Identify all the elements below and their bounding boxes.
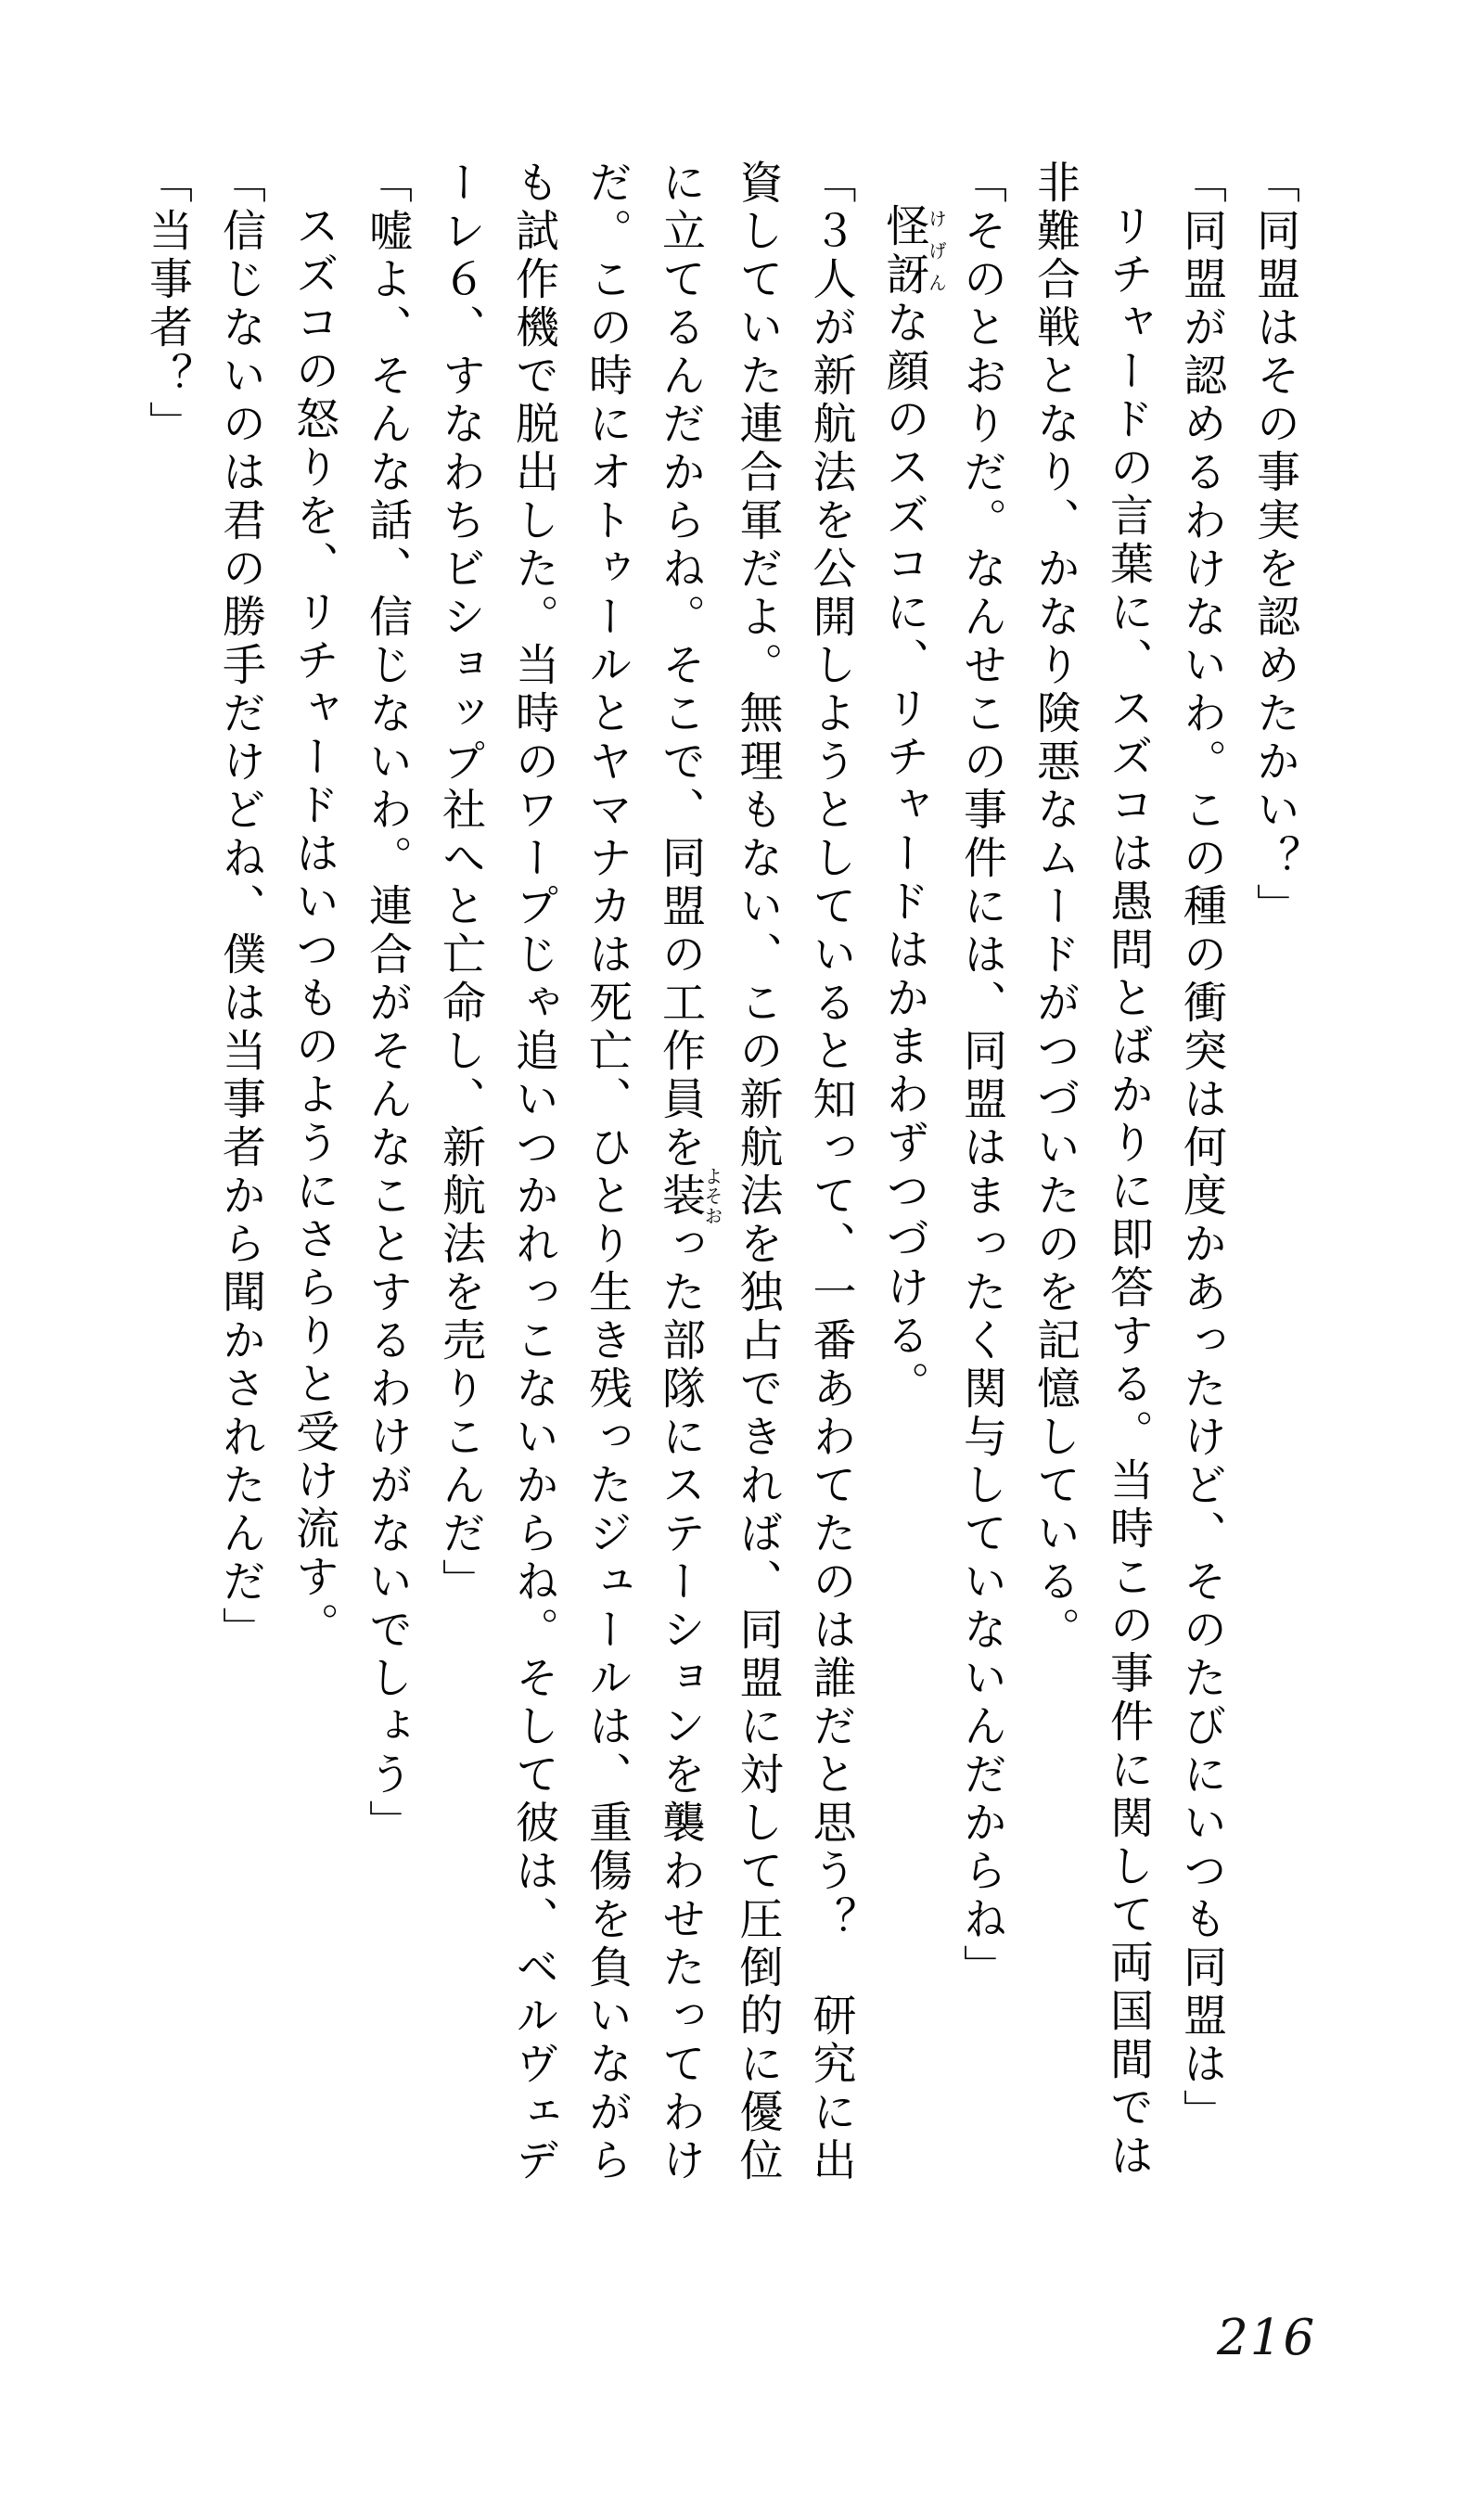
text-line bbox=[1092, 160, 1165, 2274]
text-line bbox=[1238, 160, 1311, 2274]
text-line bbox=[868, 160, 946, 2274]
text-segment: 「そのとおりだ。なんせこの事件には、同盟はまったく関与していないんだからね」 bbox=[956, 160, 1007, 1992]
text-segment: ーレ６、すなわちビショップ社へと亡命し、新航法を売りこんだ」 bbox=[435, 160, 486, 1607]
text-line bbox=[497, 160, 570, 2274]
text-segment: スズコの怒りを、リチャードはいつものようにさらりと受け流す。 bbox=[288, 203, 339, 1650]
text-segment: に立てるんだからね。そこで、同盟の工作員を bbox=[655, 160, 706, 1172]
furigana-annotated-text: 装よそお bbox=[655, 1166, 723, 1227]
text-segment: 「３人が新航法を公開しようとしていると知って、一番あわてたのは誰だと思う？ 研究に出 bbox=[805, 160, 857, 2185]
text-segment: 「当事者？」 bbox=[142, 160, 193, 449]
text-line bbox=[1018, 160, 1092, 2274]
text-segment: 「嘘よ、そんな話、信じないわ。連合がそんなことするわけがないでしょう」 bbox=[362, 160, 413, 1848]
text-segment: 「同盟が認めるわけないわ。この種の衝突は何度かあったけど、そのたびにいつも同盟は」 bbox=[1176, 160, 1227, 2137]
text-line bbox=[277, 160, 351, 2274]
text-columns bbox=[131, 160, 1311, 2274]
text-line bbox=[570, 160, 644, 2274]
text-line bbox=[945, 160, 1018, 2274]
text-segment: だ。この時にオトゥールとヤマナカは死亡、ひとり生き残ったジュールは、重傷を負いながら bbox=[582, 160, 633, 2185]
text-segment: 「同盟はその事実を認めたかい？」 bbox=[1249, 160, 1300, 931]
text-segment: リチャードの言葉に、スズコは愚問とばかりに即答する。当時この事件に関して両国間では bbox=[1103, 203, 1154, 2181]
text-line bbox=[204, 160, 277, 2274]
text-line bbox=[351, 160, 424, 2274]
text-line bbox=[644, 160, 722, 2274]
text-line bbox=[131, 160, 204, 2274]
text-line bbox=[1165, 160, 1238, 2274]
text-line bbox=[424, 160, 497, 2274]
text-line bbox=[722, 160, 795, 2274]
page-number: 216 bbox=[1217, 2310, 1317, 2366]
text-line bbox=[795, 160, 868, 2274]
text-segment: った部隊にステーションを襲わせたってわけ bbox=[655, 1221, 706, 2185]
text-segment: 資していた連合軍だよ。無理もない、この新航法を独占できれば、同盟に対して圧倒的に優位 bbox=[732, 160, 784, 2185]
text-segment: も試作機で脱出した。当時のワープじゃ追いつかれっこないからね。そして彼は、ベルヴェデ bbox=[508, 160, 559, 2185]
text-segment: 非難合戦となり、かなり険悪なムードがつづいたのを記憶している。 bbox=[1030, 160, 1081, 1655]
text-segment: 「信じないのは君の勝手だけどね、僕は当事者から聞かされたんだ」 bbox=[215, 160, 266, 1655]
furigana-annotated-text: 怪訝けげん bbox=[878, 203, 947, 300]
text-segment: な顔のスズコに、リチャードはかまわずつづける。 bbox=[878, 300, 930, 1409]
